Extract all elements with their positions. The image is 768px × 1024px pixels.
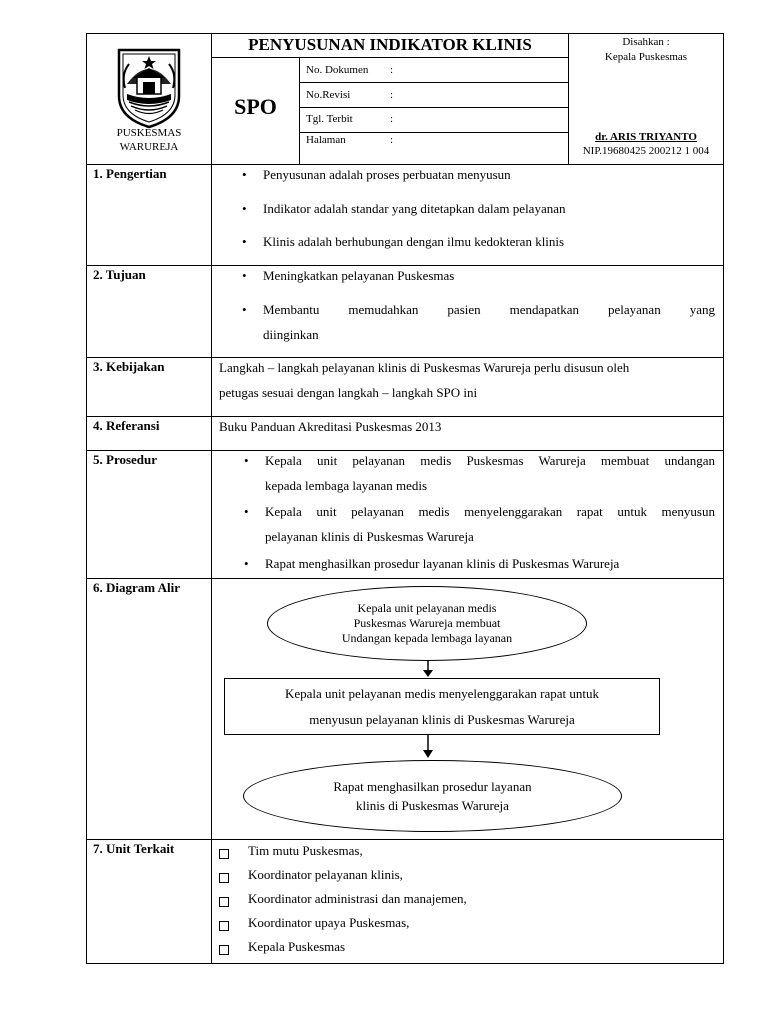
section-label-cell	[86, 578, 212, 840]
approval-role: Kepala Puskesmas	[604, 51, 688, 63]
list-item: Koordinator upaya Puskesmas,	[248, 915, 410, 930]
section-label-cell	[86, 839, 212, 964]
flow-text: menyusun pelayanan klinis di Puskesmas Warureja	[309, 711, 575, 727]
list-item-continuation: diinginkan	[263, 327, 319, 342]
list-item: • Membantu memudahkan pasien mendapatkan pelayanan yang	[263, 301, 715, 318]
list-item: Koordinator administrasi dan manajemen,	[248, 891, 467, 906]
unit-list	[211, 839, 724, 964]
list-item-continuation: pelayanan klinis di Puskesmas Warureja	[265, 529, 474, 544]
signer-nip: NIP.19680425 200212 1 004	[582, 145, 710, 157]
list-item-continuation: kepada lembaga layanan medis	[265, 478, 428, 493]
doc-field-label: Tgl. Terbit	[306, 113, 353, 125]
list-item: • Indikator adalah standar yang ditetapkan dalam pelayanan	[263, 200, 566, 217]
spo-label: SPO	[234, 94, 277, 119]
approval-label: Disahkan :	[622, 36, 670, 48]
flow-step-start	[267, 586, 587, 661]
checkbox-icon	[219, 849, 229, 859]
section-label-referansi: 4. Referansi	[93, 418, 160, 433]
checkbox-icon	[219, 921, 229, 931]
flow-text: klinis di Puskesmas Warureja	[356, 798, 509, 813]
doc-field-label: No. Dokumen	[306, 64, 369, 76]
paragraph-line: petugas sesuai dengan langkah – langkah SPO ini	[219, 385, 478, 400]
flow-step-process	[224, 678, 660, 735]
flow-text: Undangan kepada lembaga layanan	[341, 631, 513, 645]
list-item: • Kepala unit pelayanan medis menyelenggarakan rapat untuk menyusun	[265, 503, 715, 520]
list-item: • Penyusunan adalah proses perbuatan menyusun	[263, 166, 511, 183]
list-item: Koordinator pelayanan klinis,	[248, 867, 403, 882]
flow-text: Rapat menghasilkan prosedur layanan	[333, 779, 532, 794]
section-label-kebijakan: 3. Kebijakan	[93, 359, 165, 374]
list-item: • Rapat menghasilkan prosedur layanan klinis di Puskesmas Warureja	[265, 555, 619, 572]
section-label-unit-terkait: 7. Unit Terkait	[93, 841, 175, 856]
org-name-line2: WARUREJA	[119, 141, 179, 153]
section-label-pengertian: 1. Pengertian	[93, 166, 167, 181]
signer-name: dr. ARIS TRIYANTO	[595, 131, 697, 143]
spo-document	[86, 33, 724, 964]
checkbox-icon	[219, 945, 229, 955]
list-item: • Meningkatkan pelayanan Puskesmas	[263, 267, 454, 284]
regency-emblem-icon	[113, 44, 185, 130]
checkbox-icon	[219, 873, 229, 883]
flow-text: Kepala unit pelayanan medis menyelenggarakan rapat untuk	[284, 685, 600, 701]
section-label-diagram-alir: 6. Diagram Alir	[93, 580, 181, 595]
section-label-tujuan: 2. Tujuan	[93, 267, 146, 282]
paragraph-line: Buku Panduan Akreditasi Puskesmas 2013	[219, 419, 442, 434]
list-item: Tim mutu Puskesmas,	[248, 843, 363, 858]
doc-field-sep: :	[390, 113, 394, 125]
doc-field-sep: :	[390, 89, 394, 101]
org-name-line1: PUSKESMAS	[116, 127, 182, 139]
checkbox-icon	[219, 897, 229, 907]
doc-field-sep: :	[390, 64, 394, 76]
arrow-down-icon	[421, 660, 435, 678]
flow-step-end	[243, 760, 622, 832]
arrow-down-icon	[421, 734, 435, 759]
document-title: PENYUSUNAN INDIKATOR KLINIS	[248, 35, 532, 54]
doc-field-label: No.Revisi	[306, 89, 351, 101]
doc-field-label: Halaman	[306, 134, 346, 146]
document-header	[86, 33, 724, 165]
section-label-prosedur: 5. Prosedur	[93, 452, 158, 467]
section-label-cell	[86, 450, 212, 579]
flow-text: Kepala unit pelayanan medis	[357, 601, 497, 615]
list-item: • Kepala unit pelayanan medis Puskesmas Warureja membuat undangan	[265, 452, 715, 469]
list-item: • Klinis adalah berhubungan dengan ilmu kedokteran klinis	[263, 233, 564, 250]
flow-text: Puskesmas Warureja membuat	[353, 616, 501, 630]
doc-field-sep: :	[390, 134, 394, 146]
paragraph-line: Langkah – langkah pelayanan klinis di Puskesmas Warureja perlu disusun oleh	[219, 360, 630, 375]
list-item: Kepala Puskesmas	[248, 939, 346, 954]
